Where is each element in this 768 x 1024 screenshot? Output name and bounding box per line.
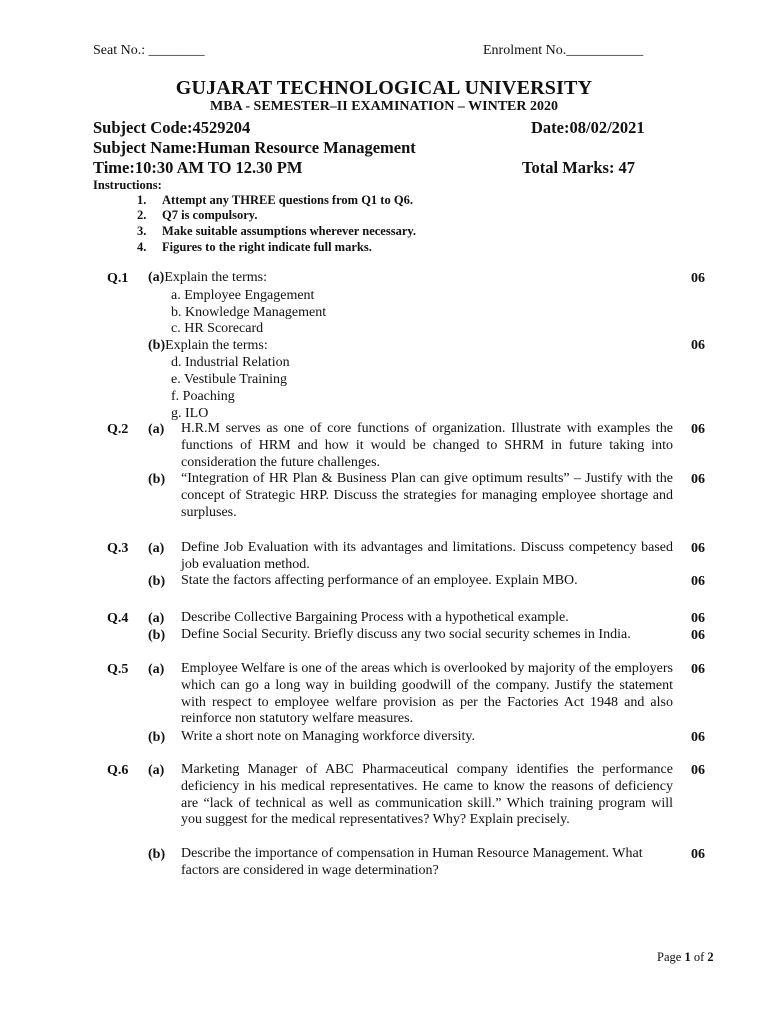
q1-part-a: (a)Explain the terms: (148, 270, 267, 285)
question-number-q3: Q.3 (107, 541, 129, 556)
question-number-q5: Q.5 (107, 662, 129, 677)
q3b-text: State the factors affecting performance of an employee. Explain MBO. (181, 573, 578, 588)
q2b-marks: 06 (691, 472, 705, 487)
q6-part-b-label: (b) (148, 847, 166, 862)
instruction-item: 2. Q7 is compulsory. (137, 208, 258, 222)
instruction-item: 1. Attempt any THREE questions from Q1 to Q6. (137, 193, 413, 207)
q1b-term: g. ILO (171, 406, 209, 421)
q3-part-a-label: (a) (148, 541, 165, 556)
q1b-term: e. Vestibule Training (171, 372, 288, 387)
q6b-text: Describe the importance of compensation in Human Resource Management. What factors are considered in wage determination? (181, 846, 643, 878)
q6a-text: Marketing Manager of ABC Pharmaceutical company identifies the performance deficiency in his medical representatives. He came to know the reasons of deficiency are “lack of technical as well as communication skill.” Which training program will you suggest for the medical representatives? Why? Explain precisely. (181, 762, 673, 828)
q6b-marks: 06 (691, 847, 705, 862)
q1b-term: d. Industrial Relation (171, 355, 290, 370)
q4a-text: Describe Collective Bargaining Process with a hypothetical example. (181, 610, 569, 625)
question-number-q1: Q.1 (107, 271, 129, 286)
q3a-text: Define Job Evaluation with its advantages and limitations. Discuss competency based job evaluation method. (181, 540, 673, 572)
q2b-text: “Integration of HR Plan & Business Plan can give optimum results” – Justify with the concept of Strategic HRP. Discuss the strategies for managing employee shortage and surpluses. (181, 471, 673, 520)
exam-title: MBA - SEMESTER–II EXAMINATION – WINTER 2020 (210, 99, 558, 114)
q5a-marks: 06 (691, 662, 705, 677)
q5-part-b-label: (b) (148, 730, 166, 745)
total-marks: Total Marks: 47 (522, 158, 636, 177)
question-number-q4: Q.4 (107, 611, 129, 626)
university-title: GUJARAT TECHNOLOGICAL UNIVERSITY (175, 77, 593, 99)
q3-part-b-label: (b) (148, 574, 166, 589)
q1a-marks: 06 (691, 271, 705, 286)
q2-part-a-label: (a) (148, 422, 165, 437)
subject-code: Subject Code:4529204 (93, 118, 251, 137)
instructions-title: Instructions: (93, 178, 162, 192)
exam-date: Date:08/02/2021 (531, 118, 645, 137)
q4b-marks: 06 (691, 628, 705, 643)
q2-part-b-label: (b) (148, 472, 166, 487)
q3a-marks: 06 (691, 541, 705, 556)
q4-part-a-label: (a) (148, 611, 165, 626)
q2a-text: H.R.M serves as one of core functions of organization. Illustrate with examples the functions of HRM and how it would be changed to SHRM in future taking into consideration the future challenges. (181, 421, 673, 470)
page-indicator: Page 1 of 2 (657, 950, 714, 964)
subject-name: Subject Name:Human Resource Management (93, 138, 416, 157)
q1-part-b: (b)Explain the terms: (148, 338, 268, 353)
enrolment-number-field: Enrolment No.___________ (483, 43, 644, 58)
q1a-term: b. Knowledge Management (171, 305, 327, 320)
q4b-text: Define Social Security. Briefly discuss any two social security schemes in India. (181, 627, 631, 642)
question-number-q2: Q.2 (107, 422, 129, 437)
q1b-marks: 06 (691, 338, 705, 353)
q4-part-b-label: (b) (148, 628, 166, 643)
q3b-marks: 06 (691, 574, 705, 589)
instruction-item: 4. Figures to the right indicate full marks. (137, 240, 372, 254)
exam-time: Time:10:30 AM TO 12.30 PM (93, 158, 303, 177)
q5b-marks: 06 (691, 730, 705, 745)
q1a-term: a. Employee Engagement (171, 288, 315, 303)
q6a-marks: 06 (691, 763, 705, 778)
q1b-term: f. Poaching (171, 389, 235, 404)
instruction-item: 3. Make suitable assumptions wherever necessary. (137, 224, 417, 238)
q1a-term: c. HR Scorecard (171, 321, 264, 336)
q5-part-a-label: (a) (148, 662, 165, 677)
q6-part-a-label: (a) (148, 763, 165, 778)
q4a-marks: 06 (691, 611, 705, 626)
question-number-q6: Q.6 (107, 763, 129, 778)
q5a-text: Employee Welfare is one of the areas which is overlooked by majority of the employers which can go a long way in building goodwill of the company. Justify the statement with respect to employee welfare provision as per the Factories Act 1948 and also reinforce non statutory welfare measures. (181, 661, 673, 727)
seat-number-field: Seat No.: ________ (93, 43, 205, 58)
q5b-text: Write a short note on Managing workforce diversity. (181, 729, 475, 744)
q2a-marks: 06 (691, 422, 705, 437)
